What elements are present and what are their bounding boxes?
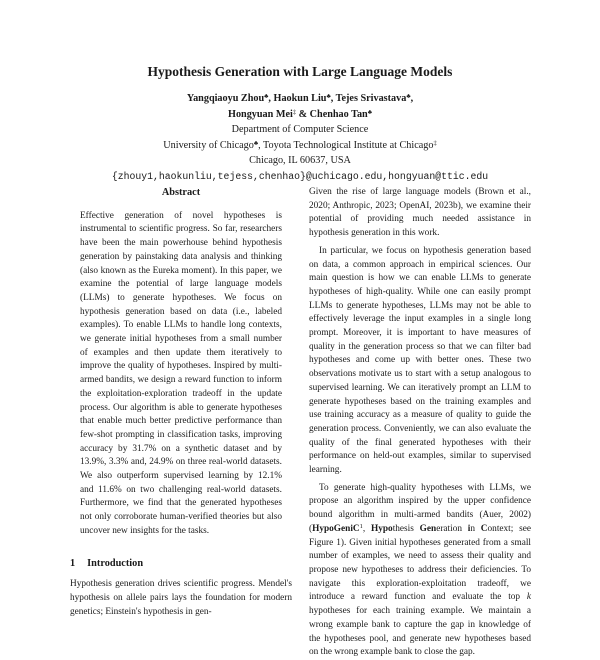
city: Chicago, IL 60637, USA: [249, 155, 351, 166]
author-name: Yangqiaoyu Zhou: [186, 93, 265, 104]
body-text: thesis: [392, 523, 420, 534]
author-name: Chenhao Tan: [309, 108, 368, 120]
body-paragraph: In particular, we focus on hypothesis generation based on data, a common approach in empirical sciences. Our main question is how we can enable LLMs to generate hypotheses of high-quality. While one can easily prompt LLMs to generate hypotheses, LLMs may not be able to effectively leverage the input examples in a single long prompt. Moreover, it is important to have measures of quality in the generation process so that we can filter bad hypotheses and come up with better ones. These two observations motivate us to start with a setup analogous to supervised learning. We can iteratively prompt an LLM to generate hypotheses based on the training examples and use training accuracy as a measure of quality to guide the generation process. Conveniently, we can also evaluate the quality of the final generated hypotheses with their performance on held-out examples, similar to supervised learning.: [309, 245, 531, 476]
section-number: 1: [70, 557, 76, 569]
acronym-letters: i: [467, 523, 471, 534]
acronym-letters: Gen: [419, 523, 437, 534]
acronym-letters: C: [480, 523, 488, 534]
right-column: [309, 186, 531, 660]
acronym-letters: Hypo: [371, 523, 393, 534]
left-column: [70, 186, 292, 619]
author-separator: ,: [330, 93, 336, 104]
author-name: Tejes Srivastava: [335, 93, 407, 104]
affiliation-mark: ‡: [292, 108, 297, 116]
body-text: To generate high-quality hypotheses with LLMs, we propose an algorithm inspired by the upper confidence bound algorithm in multi-armed bandits (Auer, 2002) (: [309, 482, 531, 534]
author-line-1: [0, 91, 600, 107]
affiliation-mark: ♣: [264, 93, 269, 100]
author-separator: &: [296, 108, 310, 120]
introduction-paragraph: Hypothesis generation drives scientific progress. Mendel's hypothesis on allele pairs lays the foundation for modern genetics; Einstein's hypothesis in gen-: [70, 579, 292, 617]
affiliation-uchicago: University of Chicago: [163, 139, 254, 151]
affiliation-mark: ♣: [253, 139, 259, 147]
affiliation-ttic: Toyota Technological Institute at Chicago: [263, 139, 434, 151]
body-text: hypotheses for each training example. We maintain a wrong example bank to capture the gap in knowledge of the hypotheses pool, and generate new hypotheses based on the wrong example bank to close the gap.: [309, 606, 531, 658]
section-title: Introduction: [87, 557, 144, 569]
body-paragraph: [309, 482, 531, 660]
body-text: ontext; see: [487, 523, 531, 534]
department: Department of Computer Science: [231, 124, 369, 135]
affiliation-separator: ,: [258, 139, 264, 151]
affiliation-mark: ♣: [367, 108, 372, 116]
variable-k: k: [526, 592, 531, 603]
body-text: n: [470, 523, 481, 534]
author-block: [0, 91, 600, 184]
paper-title: Hypothesis Generation with Large Language Models: [147, 64, 453, 79]
author-emails[interactable]: {zhouy1,haokunliu,tejess,chenhao}@uchicago.edu,hongyuan@ttic.edu: [111, 170, 489, 182]
author-name: Haokun Liu: [273, 93, 327, 104]
author-name: Hongyuan Mei: [228, 108, 293, 120]
body-text: Figure 1). Given initial hypotheses generated from a small number of examples, we need to assess their quality and propose new hypotheses to address their deficiencies. To navigate this exploration-exploitation tradeoff, we introduce a reward function and evaluate the top: [309, 537, 531, 603]
body-paragraph: Given the rise of large language models (Brown et al., 2020; Anthropic, 2023; OpenAI, 2023b), we examine their potential of providing much needed assistance in hypothesis generation in this work.: [309, 187, 531, 239]
author-separator: ,: [410, 93, 414, 104]
abstract-text: Effective generation of novel hypotheses is instrumental to scientific progress. So far, researchers have been the main powerhouse behind hypothesis generation by painstaking data analysis and thinking (also known as the Eureka moment). In this paper, we examine the potential of large language models (LLMs) to generate hypotheses. We focus on hypothesis generation based on data (i.e., labeled examples). To enable LLMs to handle long contexts, we generate initial hypotheses from a small number of examples and then update them iteratively to improve the quality of hypotheses. Inspired by multi-armed bandits, we design a reward function to inform the exploitation-exploration tradeoff in the update process. Our algorithm is able to generate hypotheses that enable much better predictive performance than few-shot prompting in classification tasks, improving accuracy by 31.7% on a synthetic dataset and by 13.9%, 3.3% and, 24.9% on three real-world datasets. We also outperform supervised learning by 12.1% and 11.6% on two challenging real-world datasets. Furthermore, we find that the generated hypotheses not only corroborate human-verified theories but also uncover new insights for the tasks.: [80, 210, 282, 536]
footnote-mark[interactable]: 1: [359, 522, 363, 530]
author-separator: ,: [268, 93, 274, 104]
affiliation-mark: ♣: [326, 93, 331, 100]
body-text: eration: [436, 523, 468, 534]
abstract-heading: Abstract: [161, 187, 201, 198]
affiliation-mark: ♣: [406, 93, 411, 100]
body-text: ,: [362, 523, 371, 534]
author-line-2: [0, 107, 600, 123]
section-heading-introduction: [70, 557, 292, 571]
method-name: HypoGeniC: [312, 523, 360, 534]
affiliation-mark: ‡: [433, 139, 437, 147]
abstract-body: [70, 210, 292, 539]
affiliations: [0, 138, 600, 154]
